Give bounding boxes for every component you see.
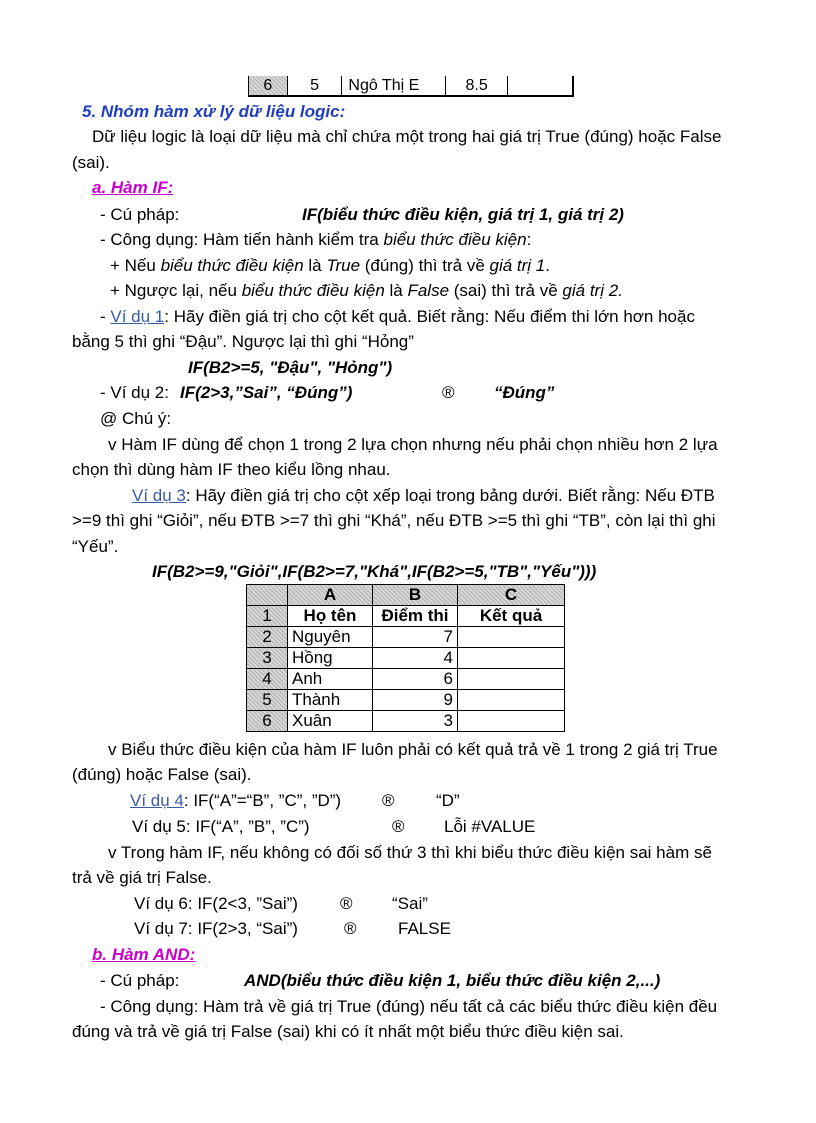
table-cell: Xuân: [288, 711, 373, 732]
if-false-rule: + Ngược lại, nếu biểu thức điều kiện là False (sai) thì trả về giá trị 2.: [110, 281, 623, 300]
example-3-line2: >=9 thì ghi “Giỏi”, nếu ĐTB >=7 thì ghi “Khá”, nếu ĐTB >=5 thì ghi “TB”, còn lại thì ghi: [72, 511, 716, 530]
and-usage-line1: - Công dụng: Hàm trả về giá trị True (đúng) nếu tất cả các biểu thức điều kiện đều: [100, 997, 718, 1016]
top-table-row: [248, 76, 574, 97]
note-1-line2: chọn thì dùng hàm IF theo kiểu lồng nhau.: [72, 460, 391, 479]
corner-cell: [247, 585, 288, 606]
example-3-formula: IF(B2>=9,"Giỏi",IF(B2>=7,"Khá",IF(B2>=5,"TB","Yếu"))): [152, 562, 597, 581]
table-cell: Anh: [288, 669, 373, 690]
column-header: C: [458, 585, 565, 606]
example-1-line1: - Ví dụ 1: Hãy điền giá trị cho cột kết quả. Biết rằng: Nếu điểm thi lớn hơn hoặc: [100, 307, 695, 326]
table-cell: Họ tên: [288, 606, 373, 627]
column-header: B: [373, 585, 458, 606]
example-4-result: “D”: [436, 791, 460, 810]
table-cell: 6: [373, 669, 458, 690]
example-7: Ví dụ 7: IF(2>3, “Sai”): [134, 919, 298, 938]
table-cell: 9: [373, 690, 458, 711]
example-6: Ví dụ 6: IF(2<3, ”Sai”): [134, 894, 298, 913]
example-2-formula: IF(2>3,”Sai”, “Đúng”): [180, 383, 353, 402]
name-cell: Ngô Thị E: [341, 76, 444, 95]
section-5-title: 5. Nhóm hàm xử lý dữ liệu logic:: [82, 102, 346, 121]
table-row: [247, 648, 565, 669]
if-usage: - Công dụng: Hàm tiến hành kiểm tra biểu thức điều kiện:: [100, 230, 532, 249]
example-7-result: FALSE: [398, 919, 451, 938]
section-5-intro-line1: Dữ liệu logic là loại dữ liệu mà chỉ chứa một trong hai giá trị True (đúng) hoặc False: [92, 127, 722, 146]
column-header-row: [247, 585, 565, 606]
column-header: A: [288, 585, 373, 606]
note-3-line1: v Trong hàm IF, nếu không có đối số thứ 3 thì khi biểu thức điều kiện sai hàm sẽ: [108, 843, 712, 862]
table-cell: [458, 648, 565, 669]
example-5: Ví dụ 5: IF(“A”, ”B”, ”C”): [132, 817, 310, 836]
example-3-line3: “Yếu”.: [72, 537, 119, 556]
table-cell: 7: [373, 627, 458, 648]
table-row: [247, 669, 565, 690]
table-cell: Kết quả: [458, 606, 565, 627]
arrow-symbol: ®: [382, 791, 395, 810]
subsection-a-title: a. Hàm IF:: [92, 178, 174, 197]
table-cell: [458, 669, 565, 690]
arrow-symbol: ®: [340, 894, 353, 913]
and-usage-line2: đúng và trả về giá trị False (sai) khi có ít nhất một biểu thức điều kiện sai.: [72, 1022, 624, 1041]
stt-cell: 5: [287, 76, 342, 95]
example-1-link[interactable]: Ví dụ 1: [110, 307, 165, 326]
row-number: 6: [247, 711, 288, 732]
table-row: [247, 627, 565, 648]
if-syntax-label: - Cú pháp:: [100, 205, 180, 224]
row-number: 2: [247, 627, 288, 648]
example-1-formula: IF(B2>=5, "Đậu", "Hỏng"): [188, 358, 393, 377]
table-cell: 3: [373, 711, 458, 732]
arrow-symbol: ®: [442, 383, 455, 402]
table-row: [247, 690, 565, 711]
if-syntax: IF(biểu thức điều kiện, giá trị 1, giá trị 2): [302, 205, 624, 224]
row-number-cell: 6: [248, 76, 287, 95]
note-1-line1: v Hàm IF dùng để chọn 1 trong 2 lựa chọn nhưng nếu phải chọn nhiều hơn 2 lựa: [108, 435, 718, 454]
subsection-b-title: b. Hàm AND:: [92, 945, 196, 964]
result-cell: [507, 76, 574, 95]
table-cell: [458, 690, 565, 711]
example-2-result: “Đúng”: [494, 383, 555, 402]
row-number: 4: [247, 669, 288, 690]
spreadsheet-table: [246, 584, 565, 732]
score-cell: 8.5: [445, 76, 508, 95]
table-cell: Hồng: [288, 648, 373, 669]
example-3-link[interactable]: Ví dụ 3: [132, 486, 186, 505]
section-5-intro-line2: (sai).: [72, 153, 110, 172]
example-6-result: “Sai”: [392, 894, 428, 913]
example-5-result: Lỗi #VALUE: [444, 817, 536, 836]
table-row: [247, 711, 565, 732]
example-4: Ví dụ 4: IF(“A”=“B”, ”C”, ”D”): [130, 791, 342, 810]
row-number: 1: [247, 606, 288, 627]
and-syntax-label: - Cú pháp:: [100, 971, 180, 990]
example-4-link[interactable]: Ví dụ 4: [130, 791, 184, 810]
example-2-label: - Ví dụ 2:: [100, 383, 169, 402]
if-true-rule: + Nếu biểu thức điều kiện là True (đúng) thì trả về giá trị 1.: [110, 256, 550, 275]
note-2-line1: v Biểu thức điều kiện của hàm IF luôn phải có kết quả trả về 1 trong 2 giá trị True: [108, 740, 718, 759]
example-3-line1: Ví dụ 3: Hãy điền giá trị cho cột xếp loại trong bảng dưới. Biết rằng: Nếu ĐTB: [132, 486, 715, 505]
note-2-line2: (đúng) hoặc False (sai).: [72, 765, 252, 784]
arrow-symbol: ®: [392, 817, 405, 836]
table-cell: Thành: [288, 690, 373, 711]
table-cell: [458, 711, 565, 732]
and-syntax: AND(biểu thức điều kiện 1, biểu thức điều kiện 2,...): [244, 971, 661, 990]
table-cell: Điểm thi: [373, 606, 458, 627]
table-row: [247, 606, 565, 627]
table-cell: [458, 627, 565, 648]
example-1-line2: bằng 5 thì ghi “Đậu”. Ngược lại thì ghi “Hỏng”: [72, 332, 414, 351]
row-number: 5: [247, 690, 288, 711]
arrow-symbol: ®: [344, 919, 357, 938]
row-number: 3: [247, 648, 288, 669]
note-3-line2: trả về giá trị False.: [72, 868, 212, 887]
note-label: @ Chú ý:: [100, 409, 172, 428]
table-cell: 4: [373, 648, 458, 669]
table-cell: Nguyên: [288, 627, 373, 648]
